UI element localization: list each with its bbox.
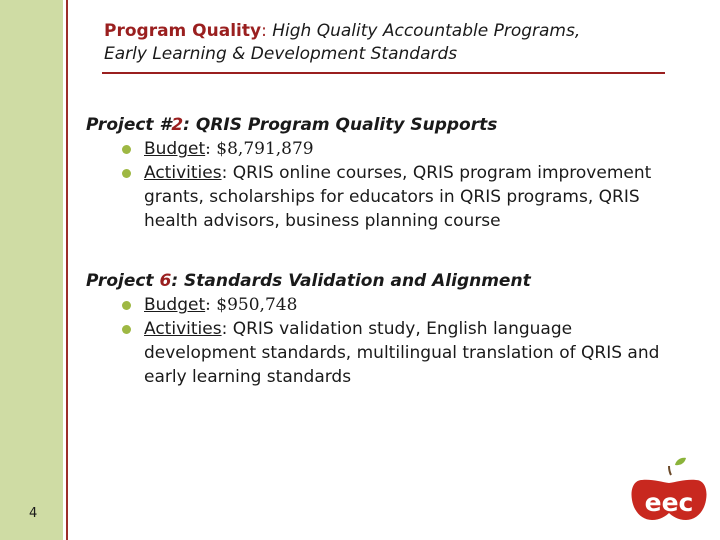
project-block-2 xyxy=(86,113,676,233)
project-bullets xyxy=(86,137,676,233)
bullet-icon xyxy=(122,169,131,178)
project-bullets xyxy=(86,293,676,389)
header-line-2: Early Learning & Development Standards xyxy=(104,44,458,64)
project-title-rest: : Standards Validation and Alignment xyxy=(171,271,531,291)
header-separator: : xyxy=(261,21,267,41)
list-item xyxy=(122,137,676,161)
activities-label: Activities xyxy=(144,319,222,339)
header-label: Program Quality xyxy=(104,21,262,41)
eec-logo-icon xyxy=(628,456,710,522)
budget-value: : $950,748 xyxy=(205,295,298,315)
logo-stem xyxy=(669,466,671,475)
slide-header xyxy=(104,20,674,66)
logo-text: eec xyxy=(644,488,694,517)
project-title-prefix: Project # xyxy=(86,115,172,135)
logo-leaf xyxy=(675,458,686,465)
budget-label: Budget xyxy=(144,139,206,159)
project-title xyxy=(86,269,676,293)
page-number: 4 xyxy=(29,506,38,521)
slide-content xyxy=(86,113,676,425)
list-item xyxy=(122,161,676,233)
project-number: 6 xyxy=(159,271,172,291)
project-number: 2 xyxy=(171,115,184,135)
project-title-rest: : QRIS Program Quality Supports xyxy=(183,115,498,135)
list-item xyxy=(122,293,676,317)
header-line1-rest: High Quality Accountable Programs, xyxy=(272,21,581,41)
left-decorative-band xyxy=(0,0,63,540)
budget-value: : $8,791,879 xyxy=(205,139,314,159)
header-underline xyxy=(102,72,665,74)
bullet-icon xyxy=(122,325,131,334)
project-title xyxy=(86,113,676,137)
project-title-prefix: Project xyxy=(86,271,160,291)
activities-text: : QRIS validation study, English language development standards, multilingual translation of QRIS and early learning standards xyxy=(144,319,660,387)
activities-text: : QRIS online courses, QRIS program improvement grants, scholarships for educators in QRIS programs, QRIS health advisors, business planning course xyxy=(144,163,652,231)
bullet-icon xyxy=(122,145,131,154)
project-block-6 xyxy=(86,269,676,389)
bullet-icon xyxy=(122,301,131,310)
header-line-1 xyxy=(104,20,674,43)
left-vertical-rule xyxy=(66,0,68,540)
list-item xyxy=(122,317,676,389)
activities-label: Activities xyxy=(144,163,222,183)
budget-label: Budget xyxy=(144,295,206,315)
